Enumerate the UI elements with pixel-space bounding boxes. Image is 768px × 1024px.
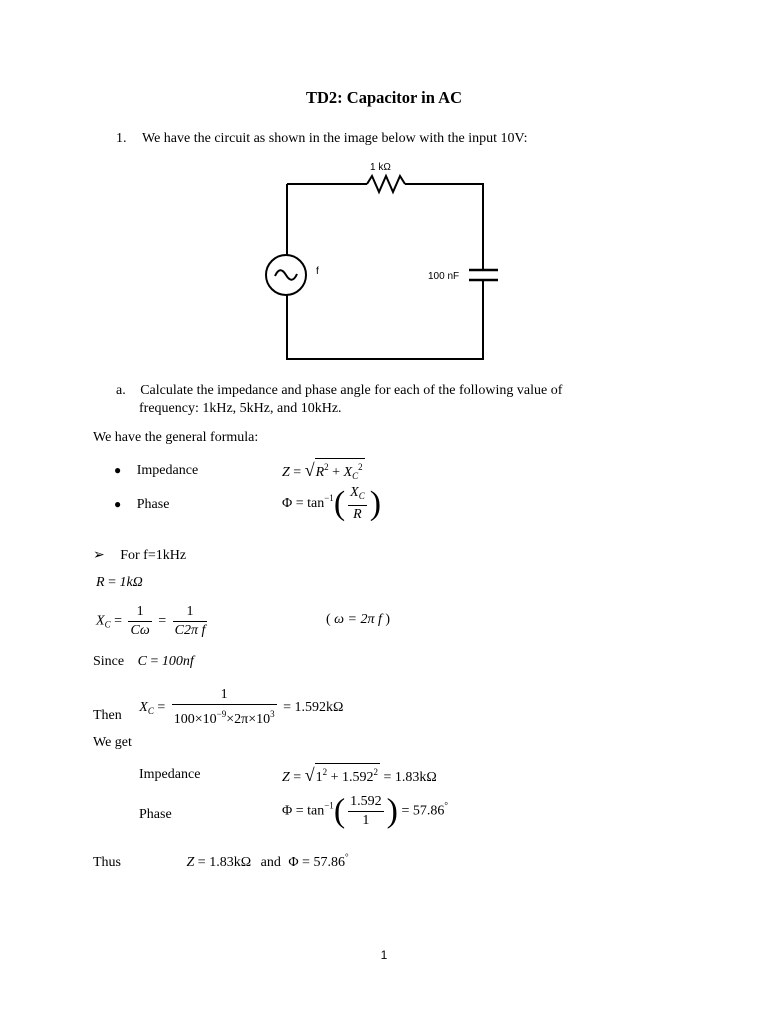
resistor-symbol	[367, 176, 405, 192]
impedance-label: Impedance	[136, 463, 199, 478]
phase-label: Phase	[136, 497, 170, 512]
impedance-formula: $Z = √R^2 + X_C^2$	[282, 458, 365, 484]
bullet-phase	[114, 497, 169, 513]
bullet-dot: ●	[114, 497, 122, 511]
page-title: TD2: Capacitor in AC	[306, 88, 462, 107]
phase-formula: $\Phi = \tan^{-1}$( $\frac{X_C}{R}$ )	[282, 485, 382, 522]
thus-line: Thus Z = 1.83kΩ and Φ = 57.86°	[93, 852, 349, 870]
result-impedance-formula: $Z = √1^2 + 1.592^2 = 1.83k\Omega$	[282, 765, 437, 785]
question-text: We have the circuit as shown in the image below with the input 10V:	[142, 131, 528, 146]
question-1	[116, 131, 527, 147]
we-get: We get	[93, 735, 132, 750]
question-number: 1.	[116, 131, 127, 146]
resistor-label: 1 kΩ	[370, 162, 391, 173]
subquestion-line-1: Calculate the impedance and phase angle for each of the following value of	[140, 383, 563, 398]
case-heading: ➢ For f=1kHz	[93, 548, 187, 563]
circuit-diagram	[255, 155, 515, 365]
wire-top-right	[405, 184, 483, 270]
xc-formula: $X_C$ = $\frac{1}{C\omega}$ = $\frac{1}{\text{C2π f}}$	[96, 604, 206, 638]
result-phase-label: Phase	[139, 807, 172, 822]
subquestion-a	[116, 383, 562, 399]
source-label: f	[316, 266, 319, 277]
general-formula-intro: We have the general formula:	[93, 430, 259, 445]
result-phase-formula: $\Phi = \tan^{-1}$( $\frac{1.592}{1}$ ) = 57.86°	[282, 792, 448, 830]
subquestion-line-2: frequency: 1kHz, 5kHz, and 10kHz.	[139, 401, 342, 416]
bullet-impedance	[114, 463, 198, 479]
page-number: 1	[380, 948, 388, 962]
since-line: Since C = 100nf	[93, 654, 194, 669]
capacitor-symbol	[469, 270, 498, 280]
then-line: Then $X_C$ = $\frac{1}{100\times 10^{-9}\times 2\pi\times 10^3}$ = 1.592kΩ	[93, 687, 344, 727]
wire-bottom	[287, 280, 483, 359]
r-value-equation: R = 1kΩ	[96, 575, 143, 590]
arrow-bullet-icon: ➢	[93, 548, 105, 563]
omega-definition: ( ω = 2π f )	[326, 612, 391, 627]
subquestion-letter: a.	[116, 383, 126, 398]
result-impedance-label: Impedance	[139, 767, 201, 782]
bullet-dot: ●	[114, 463, 122, 477]
capacitor-label: 100 nF	[428, 271, 460, 282]
